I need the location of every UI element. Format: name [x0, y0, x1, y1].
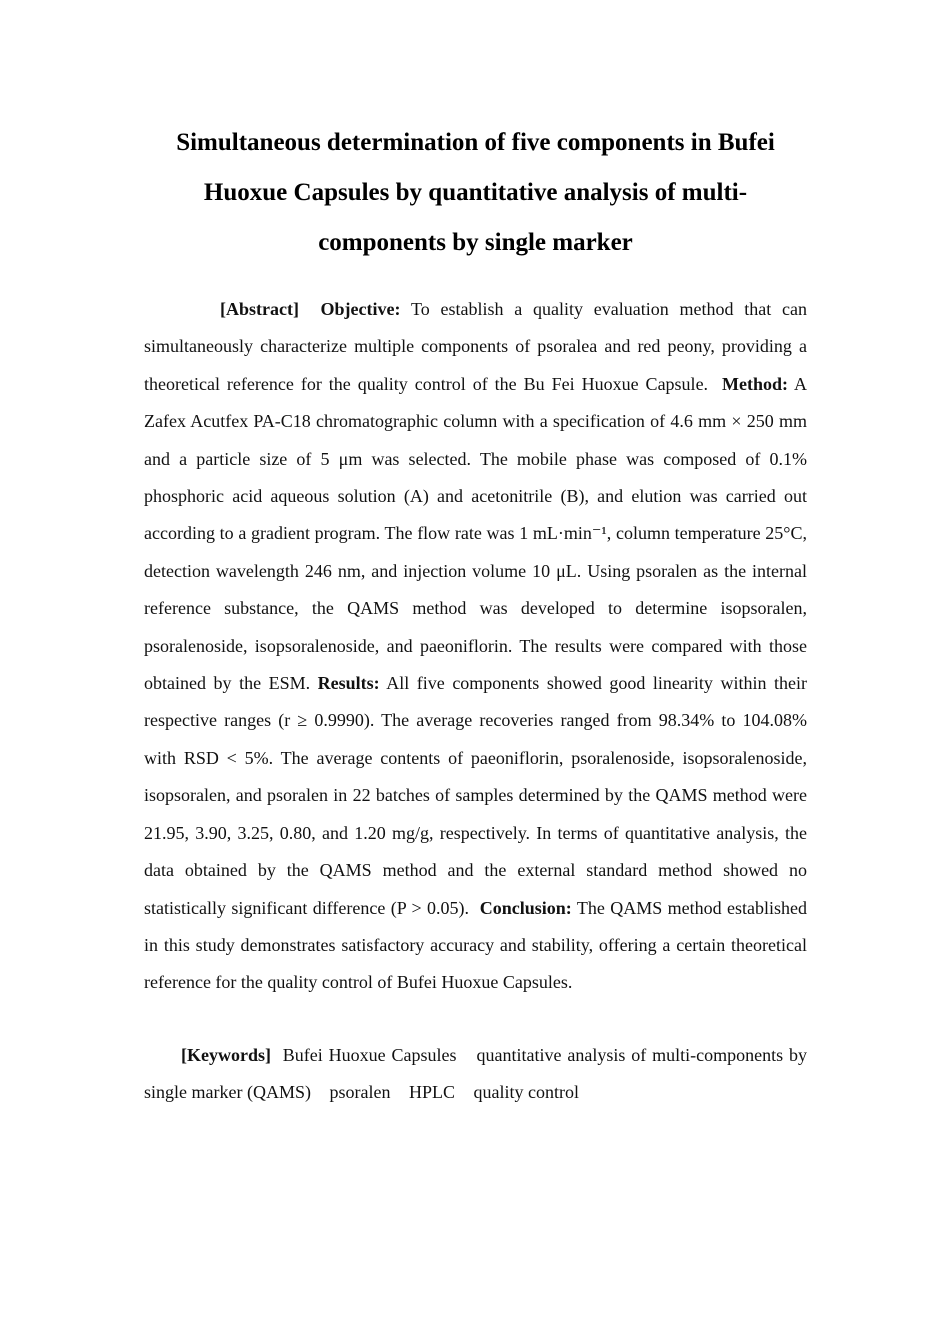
keyword-item: Bufei Huoxue Capsules: [282, 1044, 457, 1065]
title-line: Simultaneous determination of five components in Bufei: [176, 129, 775, 156]
paper-page: [144, 118, 807, 1112]
keywords-paragraph: [144, 1037, 807, 1112]
results-label: Results:: [317, 673, 380, 694]
abstract-label: [Abstract]: [220, 299, 299, 319]
title-line: Huoxue Capsules by quantitative analysis of multi-: [203, 179, 748, 206]
keyword-item: psoralen: [329, 1082, 391, 1103]
keyword-item: HPLC: [408, 1082, 455, 1103]
method-label: Method:: [722, 373, 789, 394]
keywords-label: [Keywords]: [181, 1044, 271, 1065]
objective-label: Objective:: [320, 299, 401, 319]
keyword-item: quantitative analysis of multi-components by single marker (QAMS): [144, 1044, 807, 1103]
method-text: A Zafex Acutfex PA-C18 chromatographic column with a specification of 4.6 mm × 250 mm and a particle size of 5 μm was selected. The mobile phase was composed of 0.1% phosphoric acid aqueous solution (A) and acetonitrile (B), and elution was carried out according to a gradient program. The flow rate was 1 mL·min⁻¹, column temperature 25°C, detection wavelength 246 nm, and injection volume 10 μL. Using psoralen as the internal reference substance, the QAMS method was developed to determine isopsoralen, psoralenoside, isopsoralenoside, and paeoniflorin. The results were compared with those obtained by the ESM.: [144, 373, 807, 694]
objective-text: To establish a quality evaluation method that can simultaneously characterize multiple components of psoralea and red peony, providing a theoretical reference for the quality control of the Bu Fei Huoxue Capsule.: [144, 299, 807, 394]
paper-title: [144, 118, 807, 268]
conclusion-label: Conclusion:: [479, 897, 572, 918]
keyword-item: quality control: [473, 1082, 579, 1103]
conclusion-text: The QAMS method established in this study demonstrates satisfactory accuracy and stability, offering a certain theoretical reference for the quality control of Bufei Huoxue Capsules.: [144, 897, 807, 993]
abstract-paragraph: [144, 291, 807, 1002]
title-line: components by single marker: [318, 229, 633, 256]
results-text: All five components showed good linearity within their respective ranges (r ≥ 0.9990). The average recoveries ranged from 98.34% to 104.08% with RSD < 5%. The average contents of paeoniflorin, psoralenoside, isopsoralenoside, isopsoralen, and psoralen in 22 batches of samples determined by the QAMS method were 21.95, 3.90, 3.25, 0.80, and 1.20 mg/g, respectively. In terms of quantitative analysis, the data obtained by the QAMS method and the external standard method showed no statistically significant difference (P > 0.05).: [144, 673, 807, 918]
